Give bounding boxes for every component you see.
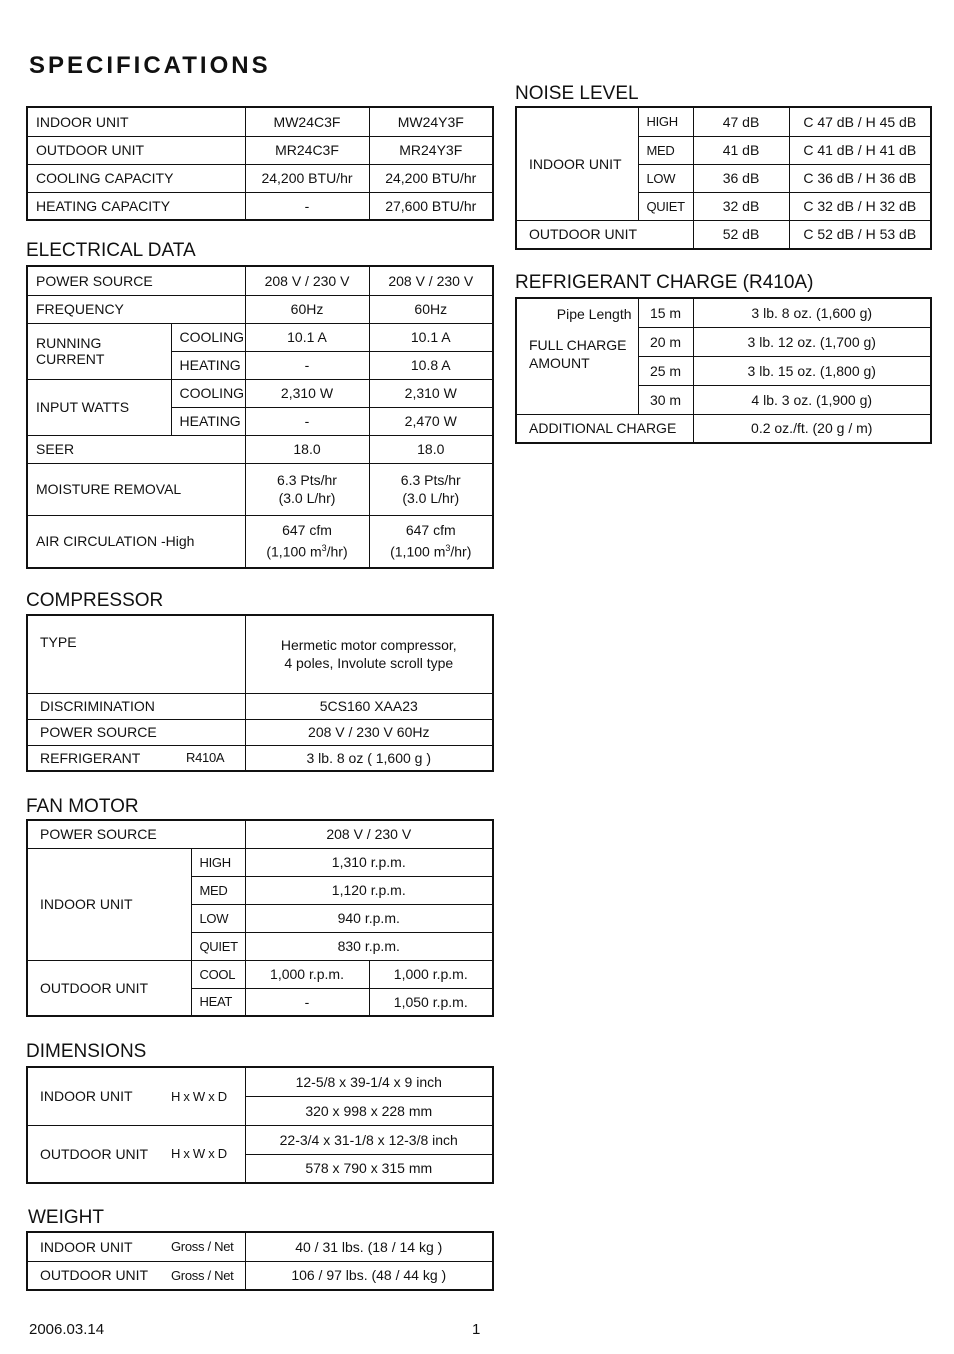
cooling-label: COOLING xyxy=(171,379,245,407)
power-source-label: POWER SOURCE xyxy=(27,719,245,745)
model-b: MR24Y3F xyxy=(369,136,493,164)
seer-label: SEER xyxy=(27,435,245,463)
frequency-b: 60Hz xyxy=(369,295,493,323)
charge-value: 3 lb. 15 oz. (1,800 g) xyxy=(693,356,931,385)
table-row xyxy=(27,192,493,220)
row-label: INDOOR UNIT xyxy=(27,107,245,136)
level-label: MED xyxy=(638,136,693,164)
power-source-a: 208 V / 230 V xyxy=(245,266,369,295)
speed-value: 830 r.p.m. xyxy=(245,932,493,960)
footer-date: 2006.03.14 xyxy=(29,1321,105,1338)
db-value: 52 dB xyxy=(693,220,789,249)
cool-heat-db: C 47 dB / H 45 dB xyxy=(789,107,931,136)
heating-label: HEATING xyxy=(171,407,245,435)
level-label: LOW xyxy=(638,164,693,192)
row-label: OUTDOOR UNIT xyxy=(27,136,245,164)
full-charge-label: FULL CHARGE AMOUNT xyxy=(529,337,627,371)
indoor-gross-net: Gross / Net xyxy=(157,1232,245,1261)
running-current-label: RUNNING CURRENT xyxy=(27,323,171,379)
section-heading: FAN MOTOR xyxy=(26,796,139,817)
value-b: 27,600 BTU/hr xyxy=(369,192,493,220)
outdoor-inch: 22-3/4 x 31-1/8 x 12-3/8 inch xyxy=(245,1125,493,1154)
indoor-unit-label: INDOOR UNIT xyxy=(27,1232,157,1261)
power-source-label: POWER SOURCE xyxy=(27,266,245,295)
indoor-unit-label: INDOOR UNIT xyxy=(516,107,638,220)
type-value: Hermetic motor compressor, 4 poles, Involute scroll type xyxy=(245,615,493,693)
indoor-inch: 12-5/8 x 39-1/4 x 9 inch xyxy=(245,1067,493,1096)
value-a: 24,200 BTU/hr xyxy=(245,164,369,192)
watts-cooling-b: 2,310 W xyxy=(369,379,493,407)
indoor-unit-label: INDOOR UNIT xyxy=(27,1067,157,1125)
level-label: QUIET xyxy=(638,192,693,220)
db-value: 41 dB xyxy=(693,136,789,164)
db-value: 36 dB xyxy=(693,164,789,192)
heat-label: HEAT xyxy=(191,988,245,1016)
speed-label: QUIET xyxy=(191,932,245,960)
pipe-length: 15 m xyxy=(638,298,693,327)
cool-label: COOL xyxy=(191,960,245,988)
heat-value-b: 1,050 r.p.m. xyxy=(369,988,493,1016)
power-source-b: 208 V / 230 V xyxy=(369,266,493,295)
speed-value: 1,310 r.p.m. xyxy=(245,848,493,876)
cool-heat-db: C 52 dB / H 53 dB xyxy=(789,220,931,249)
section-heading: COMPRESSOR xyxy=(26,590,164,611)
running-cooling-a: 10.1 A xyxy=(245,323,369,351)
seer-a: 18.0 xyxy=(245,435,369,463)
page-title: SPECIFICATIONS xyxy=(29,52,271,79)
model-a: MW24C3F xyxy=(245,107,369,136)
charge-value: 3 lb. 12 oz. (1,700 g) xyxy=(693,327,931,356)
outdoor-unit-label: OUTDOOR UNIT xyxy=(27,1261,157,1290)
page-number: 1 xyxy=(472,1321,481,1338)
pipe-length: 25 m xyxy=(638,356,693,385)
indoor-hwd: H x W x D xyxy=(157,1067,245,1125)
pipe-length-label: Pipe Length xyxy=(556,306,632,322)
indoor-mm: 320 x 998 x 228 mm xyxy=(245,1096,493,1125)
power-source-label: POWER SOURCE xyxy=(27,820,245,848)
outdoor-unit-label: OUTDOOR UNIT xyxy=(516,220,693,249)
value-a: - xyxy=(245,192,369,220)
outdoor-gross-net: Gross / Net xyxy=(157,1261,245,1290)
outdoor-unit-label: OUTDOOR UNIT xyxy=(27,960,191,1016)
cool-heat-db: C 32 dB / H 32 dB xyxy=(789,192,931,220)
outdoor-weight: 106 / 97 lbs. (48 / 44 kg ) xyxy=(245,1261,493,1290)
refrigerant-table xyxy=(515,297,932,444)
air-circulation-b: 647 cfm (1,100 $m^3/hr$) xyxy=(369,515,493,568)
watts-cooling-a: 2,310 W xyxy=(245,379,369,407)
noise-table xyxy=(515,106,932,250)
moisture-label: MOISTURE REMOVAL xyxy=(27,463,245,515)
charge-value: 3 lb. 8 oz. (1,600 g) xyxy=(693,298,931,327)
section-heading: DIMENSIONS xyxy=(26,1041,147,1062)
additional-charge-value: 0.2 oz./ft. (20 g / m) xyxy=(693,414,931,443)
model-b: MW24Y3F xyxy=(369,107,493,136)
speed-value: 1,120 r.p.m. xyxy=(245,876,493,904)
speed-label: LOW xyxy=(191,904,245,932)
running-heating-b: 10.8 A xyxy=(369,351,493,379)
type-label: TYPE xyxy=(27,615,245,693)
compressor-table xyxy=(26,614,494,772)
air-circulation-a: 647 cfm (1,100 $m^3/hr$) xyxy=(245,515,369,568)
speed-value: 940 r.p.m. xyxy=(245,904,493,932)
section-heading: ELECTRICAL DATA xyxy=(26,240,196,261)
table-row xyxy=(27,164,493,192)
running-cooling-b: 10.1 A xyxy=(369,323,493,351)
table-row xyxy=(27,136,493,164)
discrimination-value: 5CS160 XAA23 xyxy=(245,693,493,719)
frequency-a: 60Hz xyxy=(245,295,369,323)
power-source-value: 208 V / 230 V 60Hz xyxy=(245,719,493,745)
section-heading: NOISE LEVEL xyxy=(515,83,639,104)
speed-label: MED xyxy=(191,876,245,904)
refrigerant-value: 3 lb. 8 oz ( 1,600 g ) xyxy=(245,745,493,771)
watts-heating-b: 2,470 W xyxy=(369,407,493,435)
cool-heat-db: C 36 dB / H 36 dB xyxy=(789,164,931,192)
general-table xyxy=(26,106,494,221)
charge-value: 4 lb. 3 oz. (1,900 g) xyxy=(693,385,931,414)
electrical-table xyxy=(26,265,494,569)
frequency-label: FREQUENCY xyxy=(27,295,245,323)
moisture-a: 6.3 Pts/hr (3.0 L/hr) xyxy=(245,463,369,515)
db-value: 47 dB xyxy=(693,107,789,136)
additional-charge-label: ADDITIONAL CHARGE xyxy=(516,414,693,443)
table-row xyxy=(27,107,493,136)
weight-table xyxy=(26,1231,494,1291)
discrimination-label: DISCRIMINATION xyxy=(27,693,245,719)
row-label: HEATING CAPACITY xyxy=(27,192,245,220)
pipe-length: 20 m xyxy=(638,327,693,356)
cool-heat-db: C 41 dB / H 41 dB xyxy=(789,136,931,164)
model-a: MR24C3F xyxy=(245,136,369,164)
refrigerant-type: R410A xyxy=(172,745,245,771)
cool-value-a: 1,000 r.p.m. xyxy=(245,960,369,988)
cool-value-b: 1,000 r.p.m. xyxy=(369,960,493,988)
seer-b: 18.0 xyxy=(369,435,493,463)
outdoor-hwd: H x W x D xyxy=(157,1125,245,1183)
speed-label: HIGH xyxy=(191,848,245,876)
section-heading: REFRIGERANT CHARGE (R410A) xyxy=(515,272,814,293)
heating-label: HEATING xyxy=(171,351,245,379)
moisture-b: 6.3 Pts/hr (3.0 L/hr) xyxy=(369,463,493,515)
value-b: 24,200 BTU/hr xyxy=(369,164,493,192)
running-heating-a: - xyxy=(245,351,369,379)
level-label: HIGH xyxy=(638,107,693,136)
full-charge-cell xyxy=(516,298,638,414)
power-source-value: 208 V / 230 V xyxy=(245,820,493,848)
watts-heating-a: - xyxy=(245,407,369,435)
pipe-length: 30 m xyxy=(638,385,693,414)
fan-motor-table xyxy=(26,819,494,1017)
input-watts-label: INPUT WATTS xyxy=(27,379,171,435)
outdoor-mm: 578 x 790 x 315 mm xyxy=(245,1154,493,1183)
section-heading: WEIGHT xyxy=(28,1207,104,1228)
db-value: 32 dB xyxy=(693,192,789,220)
dimensions-table xyxy=(26,1066,494,1184)
cooling-label: COOLING xyxy=(171,323,245,351)
air-circulation-label: AIR CIRCULATION -High xyxy=(27,515,245,568)
outdoor-unit-label: OUTDOOR UNIT xyxy=(27,1125,157,1183)
refrigerant-label: REFRIGERANT xyxy=(27,745,172,771)
row-label: COOLING CAPACITY xyxy=(27,164,245,192)
heat-value-a: - xyxy=(245,988,369,1016)
indoor-unit-label: INDOOR UNIT xyxy=(27,848,191,960)
indoor-weight: 40 / 31 lbs. (18 / 14 kg ) xyxy=(245,1232,493,1261)
